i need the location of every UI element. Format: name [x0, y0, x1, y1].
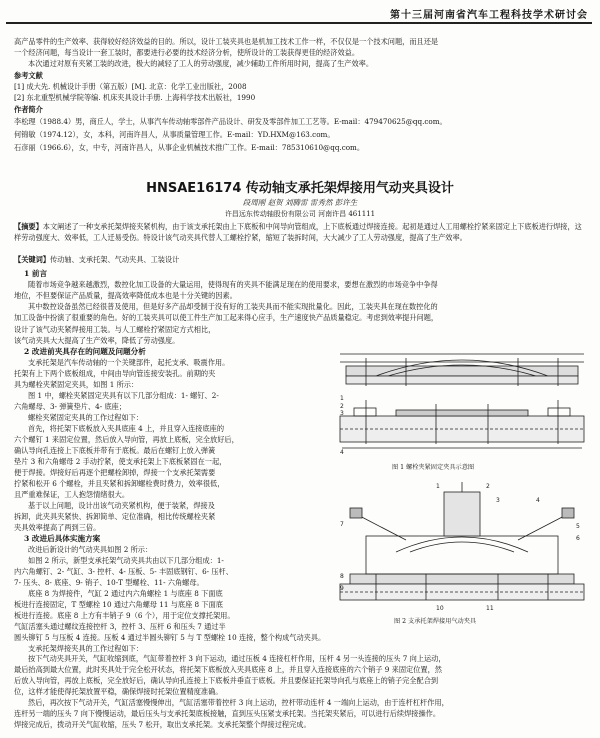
body-line: 最后抬高到最大位置，此时夹具处于完全松开状态，将托架下底板放入夹具底座 8 上，并且穿入连接底座的六个销子 9 来固定位置，然 [14, 665, 442, 674]
fig1-caption: 图 1 螺栓夹紧固定夹具示意图 [392, 464, 475, 471]
body-line: 地位，不但要保证产品质量，提高效率降低成本也是十分关键的因素。 [14, 291, 237, 300]
body-line: 设计了该气动夹紧焊接用工装。与人工螺栓拧紧固定方式相比， [14, 325, 216, 334]
body-line: 气缸活塞头通过螺纹连接控杆 3，控杆 3、压杆 6 和压头 7 通过半 [14, 622, 226, 631]
reference-item: [1] 成大先. 机械设计手册（第五版）[M]. 北京：化学工业出版社，2008 [14, 82, 247, 91]
header-rule [6, 22, 592, 24]
abstract-text: 本文阐述了一种支承托架焊接夹紧机构，由于该支承托架由上下底板和中间导向管组成，上下底板通过焊接连接。起初是通过人工用螺栓拧紧来固定上下底板进行焊接，这样劳动强度大、效率低，工人迁易受伤。特设计该气动夹具代替人工螺栓拧紧，缩短了装拆时间，大大减少了工人劳动强度，提高了生产效率。 [14, 222, 582, 242]
body-line: 内六角螺钉、2- 气缸、3- 控杆、4- 压板、5- 丰固底钢钉、6- 压杆、 [14, 567, 233, 576]
body-line: 支承托架焊接夹具的工作过程如下： [28, 644, 144, 653]
body-line: 连杆另一端的压头 7 向下慢慢运动，最后压头与支承托架底板接触，直到压头压紧支承托架。当托架夹紧后，可以进行后续焊接操作。 [14, 709, 441, 718]
body-line: 垫片 3 和六角螺母 2 手动拧紧，使支承托架上下底板紧固在一起， [14, 457, 227, 466]
fig1-callout: 1 [340, 395, 344, 402]
body-line: 改进后新设计的气动夹具如图 2 所示： [28, 545, 153, 554]
keywords-text: 传动轴、支承托架、气动夹具、工装设计 [49, 255, 180, 264]
body-line: 底座 8 为焊接件，气缸 2 通过内六角螺栓 1 与底座 8 下面底 [28, 589, 223, 598]
author-list: 段周刚 赵贺 刘腾雷 雷秀然 彭许生 [242, 198, 358, 207]
section-heading-1: 1 前言 [24, 269, 48, 278]
figure-1 [336, 340, 588, 472]
section-heading: 2 改进前夹具存在的问题及问题分析 [24, 347, 146, 356]
abstract-label: 【摘要】 [14, 222, 43, 231]
body-line: 便于焊接。焊接好后再逐个把螺栓卸掉，焊接一个支承托架需要 [14, 468, 216, 477]
body-line: 基于以上问题，设计出该气动夹紧机构，便于装紧，焊接及 [28, 501, 215, 510]
body-line: 随着市场竞争越来越激烈，数控化加工设备的大量运用，使得现有的夹具不能满足现在的使用要求，要想在激烈的市场竞争中争得 [28, 280, 438, 289]
conference-title: 第十三届河南省汽车工程科技学术研讨会 [390, 10, 588, 21]
body-line: 后放入导向管，再放上底板，完全放好后，确认导向孔连接上下底板并垂直于底板。并且要保证托架导向孔与底座上的销子完全配合到 [14, 676, 439, 685]
author-bio-heading: 作者简介 [14, 105, 43, 114]
body-line: 六个螺钉 1 来固定位置，然后放入导向管，再放上底板，完全放好后， [14, 435, 239, 444]
body-line: 该气动夹具大大提高了生产效率，降低了劳动强度。 [14, 336, 180, 345]
keywords-label: 【关键词】 [14, 255, 50, 264]
body-line: 板进行连接固定，T 型螺栓 10 通过六角螺母 11 与底座 8 下面底 [14, 600, 223, 609]
fig2-callout: 10 [436, 605, 444, 612]
body-line: 7- 压头、8- 底座、9- 销子、10-T 型螺栓、11- 六角螺母。 [14, 578, 204, 587]
body-line: 拆卸，此夹具夹紧快、拆卸简单、定位准确，相比传统螺栓夹紧 [14, 512, 216, 521]
fig2-drawing [336, 478, 588, 614]
fig1-callout: 4 [340, 449, 344, 456]
author-bio: 石彦丽（1966.6），女，中专，河南许昌人，从事企业机械技术推广工作。E-mail：785310610@qq.com。 [14, 143, 365, 152]
body-line: 板进行连接。底座 8 上方有丰销子 9（6 个），用于定位支撑托架用。 [14, 611, 235, 620]
reference-item: [2] 东北重型机械学院等编. 机床夹具设计手册. 上海科学技术出版社，1990 [14, 93, 256, 102]
keywords [14, 255, 586, 265]
body-line: 如图 2 所示，新型支承托架气动夹具共由以下几部分组成：1- [28, 556, 224, 565]
fig2-callout: 2 [486, 483, 490, 490]
page-header [0, 0, 600, 28]
fig2-callout: 5 [576, 523, 580, 530]
body-line: 具为螺栓夹紧固定夹具，如图 1 所示： [14, 380, 139, 389]
author-bio: 李松理（1988.4）男，商丘人，学士，从事汽车传动轴零部件产品设计、研发及零部件加工工艺等。E-mail：479470625@qq.com。 [14, 117, 447, 126]
body-line: 本次通过对原有夹紧工装的改进，极大的减轻了工人的劳动强度，减少辅助工件所用时间，提高了生产效率。 [28, 59, 374, 68]
body-line: 首先，将托架下底板放入夹具底座 4 上，并且穿入连接底座的 [28, 424, 225, 433]
fig2-callout: 3 [496, 497, 500, 504]
body-line: 其中数控设备虽然已经很普及使用，但是好多产品却受制于没有好的工装夹具而不能实现批量化。因此，工装夹具在现在数控化的 [28, 302, 438, 311]
fig2-callout: 6 [576, 535, 580, 542]
abstract [14, 222, 586, 243]
body-line: 螺栓夹紧固定夹具的工作过程如下： [28, 413, 144, 422]
fig1-callout: 2 [340, 403, 344, 410]
body-line: 六角螺母、3- 弹簧垫片、4- 底座； [14, 402, 127, 411]
author-bio: 何锦敏（1974.12），女，本科，河南许昌人，从事质量管理工作。E-mail：YD.HXM@163.com。 [14, 130, 335, 139]
fig2-callout: 4 [536, 497, 540, 504]
section-heading: 3 改进后具体实施方案 [24, 534, 101, 543]
fig2-callout: 11 [486, 605, 494, 612]
body-line: 确认导向孔连接上下底板并带有于底板。最后在螺钉上放入弹簧 [14, 446, 216, 455]
paper-title: HNSAE16174 传动轴支承托架焊接用气动夹具设计 [146, 181, 454, 196]
body-line: 且严重难保证，工人抱怨情绪很大。 [14, 490, 130, 499]
body-line: 图 1 中，螺栓夹紧固定夹具有以下几部分组成：1- 螺钉、2- [28, 391, 219, 400]
body-line: 拧紧和松开 6 个螺栓，并且夹紧和拆卸螺栓费时费力，效率很低， [14, 479, 225, 488]
body-line: 位，这样才能使得托架放置平稳，确保焊接时托架位置精度准确。 [14, 687, 223, 696]
fig1-drawing [336, 340, 588, 460]
body-line: 焊接完成后，拨动开关气缸收缩，压头 7 松开，取出支承托架。支承托架整个焊接过程完成。 [14, 720, 311, 729]
body-line: 加工设备中扮演了很重要的角色。好的工装夹具可以使工件生产加工起来得心应手，生产速度快产品质量稳定。考虑到效率提升问题， [14, 313, 439, 322]
body-line: 一个经济问题，每当设计一套工装时，都要进行必要的技术经济分析，使所设计的工装获得更佳的经济效益。 [14, 48, 360, 57]
fig1-callout: 3 [340, 410, 344, 417]
body-line: 支承托架是汽车传动轴的一个关键部件，起托支承、吸震作用。 [28, 358, 230, 367]
fig2-callout: 7 [340, 521, 344, 528]
body-line: 托架有上下两个底板组成，中间由导向管连接安装孔。前期的夹 [14, 369, 216, 378]
body-line: 按下气动夹具开关，气缸收缩到底，气缸带着控杆 3 向下运动，通过压板 4 连接杠杆作用，压杆 4 另一头连接的压头 7 向上运动， [28, 654, 446, 663]
body-line: 高产品零件的生产效率、获得较好经济效益的目的。所以，设计工装夹具也是机加工技术工作一样，不仅仅是一个技术问题，而且还是 [14, 37, 439, 46]
fig2-callout: 8 [340, 573, 344, 580]
body-line: 然后，再次按下气动开关，气缸活塞慢慢伸出，气缸活塞带着控杆 3 向上运动，控杆带动连杆 4 一端向上运动，由于连杆杠杆作用， [28, 698, 449, 707]
figure-2 [336, 478, 588, 626]
body-line: 圆头铆钉 5 与压板 4 连接。压板 4 通过半圆头铆钉 5 与 T 型螺栓 10 连接，整个构成气动夹具。 [14, 633, 326, 642]
fig2-callout: 9 [340, 585, 344, 592]
fig2-callout: 1 [436, 483, 440, 490]
affiliation: 许昌远东传动轴股份有限公司 河南许昌 461111 [224, 210, 376, 218]
body-line: 夹具效率提高了两到三倍。 [14, 523, 101, 532]
fig2-caption: 图 2 支承托架焊接用气动夹具 [394, 618, 477, 625]
references-heading: 参考文献 [14, 71, 43, 80]
